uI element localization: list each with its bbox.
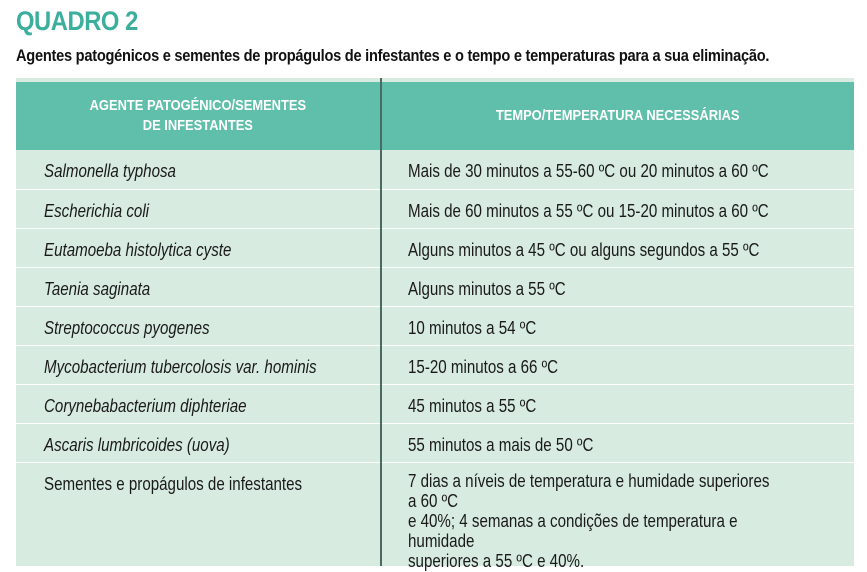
condition-cell: Alguns minutos a 55 ºC [408,279,566,299]
pathogen-table [16,78,854,571]
agent-cell: Eutamoeba histolytica cyste [44,240,232,260]
table-row [16,150,854,190]
condition-cell: 10 minutos a 54 ºC [408,318,537,338]
condition-cell: 45 minutos a 55 ºC [408,396,537,416]
agent-cell: Escherichia coli [44,201,150,221]
table-row [16,346,854,385]
agent-cell: Taenia saginata [44,279,151,299]
table-row [16,268,854,307]
agent-cell: Sementes e propágulos de infestantes [44,474,303,494]
agent-cell: Mycobacterium tubercolosis var. hominis [44,357,317,377]
condition-cell: Mais de 60 minutos a 55 ºC ou 15-20 minutos a 60 ºC [408,201,769,221]
table-row [16,385,854,424]
agent-cell: Corynebabacterium diphteriae [44,396,247,416]
table-row [16,190,854,229]
column-header-agent: AGENTE PATOGÉNICO/SEMENTES DE INFESTANTES [89,97,307,134]
table-row [16,307,854,346]
table-row [16,463,854,571]
condition-cell: 7 dias a níveis de temperatura e humidade superiores a 60 ºC e 40%; 4 semanas a condições de temperatura e humidade superiores a 55 ºC e 40%. [408,471,770,571]
condition-cell: 15-20 minutos a 66 ºC [408,357,559,377]
condition-cell: Mais de 30 minutos a 55-60 ºC ou 20 minutos a 60 ºC [408,161,769,181]
agent-cell: Streptococcus pyogenes [44,318,210,338]
condition-cell: 55 minutos a mais de 50 ºC [408,435,594,455]
column-header-time-temperature: TEMPO/TEMPERATURA NECESSÁRIAS [496,107,740,124]
agent-cell: Ascaris lumbricoides (uova) [44,435,230,455]
table-row [16,424,854,463]
agent-cell: Salmonella typhosa [44,161,176,181]
table-number-title: QUADRO 2 [16,6,138,36]
column-divider [380,78,382,566]
condition-cell: Alguns minutos a 45 ºC ou alguns segundos a 55 ºC [408,240,760,260]
table-caption: Agentes patogénicos e sementes de propágulos de infestantes e o tempo e temperaturas para a sua eliminação. [16,46,770,65]
table-header-row [16,82,854,150]
table-row [16,229,854,268]
